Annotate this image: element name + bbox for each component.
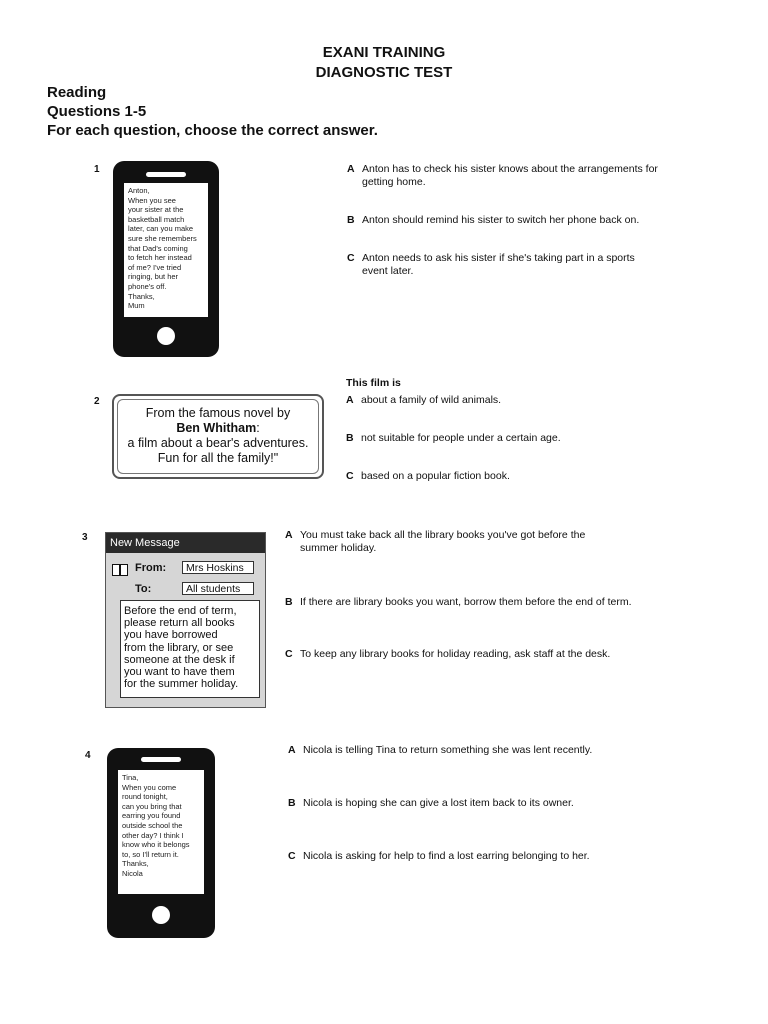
option-c[interactable] — [288, 850, 668, 863]
note-line: later, can you make — [128, 224, 194, 234]
instruction-text: For each question, choose the correct answer. — [47, 122, 378, 139]
option-letter: A — [288, 744, 296, 756]
note-line: Anton, — [128, 186, 150, 195]
from-label: From: — [135, 562, 167, 574]
note-line: to fetch her instead — [128, 253, 192, 263]
option-letter: A — [347, 163, 355, 175]
note-line: outside school the — [122, 820, 183, 830]
phone-speaker — [141, 757, 181, 762]
doc-title: EXANI TRAINING — [322, 44, 446, 61]
message-line: please return all books — [124, 617, 235, 630]
to-label: To: — [135, 583, 152, 595]
option-c[interactable] — [285, 648, 665, 661]
film-poster — [112, 394, 324, 479]
phone-home-button — [157, 327, 175, 345]
questions-heading: Questions 1-5 — [47, 103, 147, 120]
note-line: sure she remembers — [128, 233, 197, 243]
poster-author: Ben Whitham — [176, 421, 257, 435]
option-letter: C — [285, 648, 293, 660]
message-body — [120, 600, 260, 698]
message-line: Before the end of term, — [124, 605, 237, 617]
phone-image — [113, 161, 219, 357]
message-window-titlebar: New Message — [106, 533, 265, 553]
poster-author-line — [118, 421, 318, 436]
option-text: If there are library books you want, borrow them before the end of term. — [300, 596, 632, 608]
question-stem: This film is — [346, 377, 401, 389]
note-line: Thanks, — [122, 859, 149, 869]
message-line: for the summer holiday. — [124, 678, 239, 691]
option-a[interactable] — [347, 163, 667, 189]
option-text: Anton should remind his sister to switch her phone back on. — [362, 214, 640, 226]
option-text: Nicola is asking for help to find a lost earring belonging to her. — [303, 850, 590, 862]
message-line: someone at the desk if — [124, 653, 235, 666]
note-line: Tina, — [122, 773, 139, 782]
note-line: basketball match — [128, 214, 185, 224]
option-a[interactable] — [285, 529, 605, 555]
note-line: Nicola — [122, 868, 143, 878]
option-a[interactable] — [288, 744, 668, 757]
note-line: Thanks, — [128, 291, 155, 301]
option-letter: C — [288, 850, 296, 862]
option-c[interactable] — [347, 252, 652, 278]
poster-line: a film about a bear's adventures. — [127, 436, 309, 450]
poster-line: From the famous novel by — [145, 406, 291, 420]
option-b[interactable] — [285, 596, 665, 609]
option-b[interactable] — [347, 214, 667, 227]
note-line: to, so I'll return it. — [122, 849, 179, 859]
note-line: know who it belongs — [122, 840, 190, 850]
phone-screen-note — [118, 770, 204, 894]
note-line: When you see — [128, 195, 176, 205]
note-line: phone's off. — [128, 281, 167, 291]
note-line: ringing, but her — [128, 272, 179, 282]
option-text: Nicola is hoping she can give a lost item back to its owner. — [303, 797, 574, 809]
option-letter: B — [288, 797, 296, 809]
to-field: All students — [182, 582, 254, 595]
option-text: You must take back all the library books you've got before the summer holiday. — [300, 529, 586, 554]
option-a[interactable] — [346, 394, 666, 407]
poster-line: Fun for all the family!" — [157, 451, 279, 465]
note-line: your sister at the — [128, 205, 184, 215]
option-letter: A — [285, 529, 293, 541]
message-line: you want to have them — [124, 666, 235, 679]
note-line: Mum — [128, 301, 145, 311]
note-line: other day? I think I — [122, 830, 184, 840]
option-text: about a family of wild animals. — [361, 394, 502, 406]
poster-text — [117, 399, 319, 474]
note-line: When you come — [122, 782, 177, 792]
option-text: To keep any library books for holiday reading, ask staff at the desk. — [300, 648, 611, 660]
question-number: 4 — [85, 750, 91, 761]
question-number: 3 — [82, 532, 88, 543]
question-number: 2 — [94, 396, 100, 407]
doc-subtitle: DIAGNOSTIC TEST — [315, 64, 453, 81]
note-line: that Dad's coming — [128, 243, 188, 253]
option-letter: C — [346, 470, 354, 482]
note-line: round tonight, — [122, 792, 168, 802]
section-heading: Reading — [47, 84, 107, 101]
option-text: Nicola is telling Tina to return something she was lent recently. — [303, 744, 593, 756]
option-b[interactable] — [346, 432, 666, 445]
option-letter: B — [285, 596, 293, 608]
message-window — [105, 532, 266, 708]
option-letter: B — [346, 432, 354, 444]
option-letter: A — [346, 394, 354, 406]
phone-screen-note — [124, 183, 208, 317]
phone-home-button — [152, 906, 170, 924]
address-book-icon — [112, 564, 128, 576]
message-line: from the library, or see — [124, 641, 234, 654]
note-line: of me? I've tried — [128, 262, 182, 272]
phone-speaker — [146, 172, 186, 177]
option-text: Anton has to check his sister knows about the arrangements for getting home. — [362, 163, 658, 188]
option-text: not suitable for people under a certain age. — [361, 432, 561, 444]
note-line: can you bring that — [122, 801, 182, 811]
message-line: you have borrowed — [124, 629, 218, 642]
poster-colon: : — [256, 421, 260, 435]
note-line: earring you found — [122, 811, 181, 821]
option-c[interactable] — [346, 470, 666, 483]
phone-image — [107, 748, 215, 938]
option-text: Anton needs to ask his sister if she's taking part in a sports event later. — [362, 252, 635, 277]
option-letter: B — [347, 214, 355, 226]
option-text: based on a popular fiction book. — [361, 470, 510, 482]
from-field: Mrs Hoskins — [182, 561, 254, 574]
option-b[interactable] — [288, 797, 668, 810]
option-letter: C — [347, 252, 355, 264]
question-number: 1 — [94, 164, 100, 175]
